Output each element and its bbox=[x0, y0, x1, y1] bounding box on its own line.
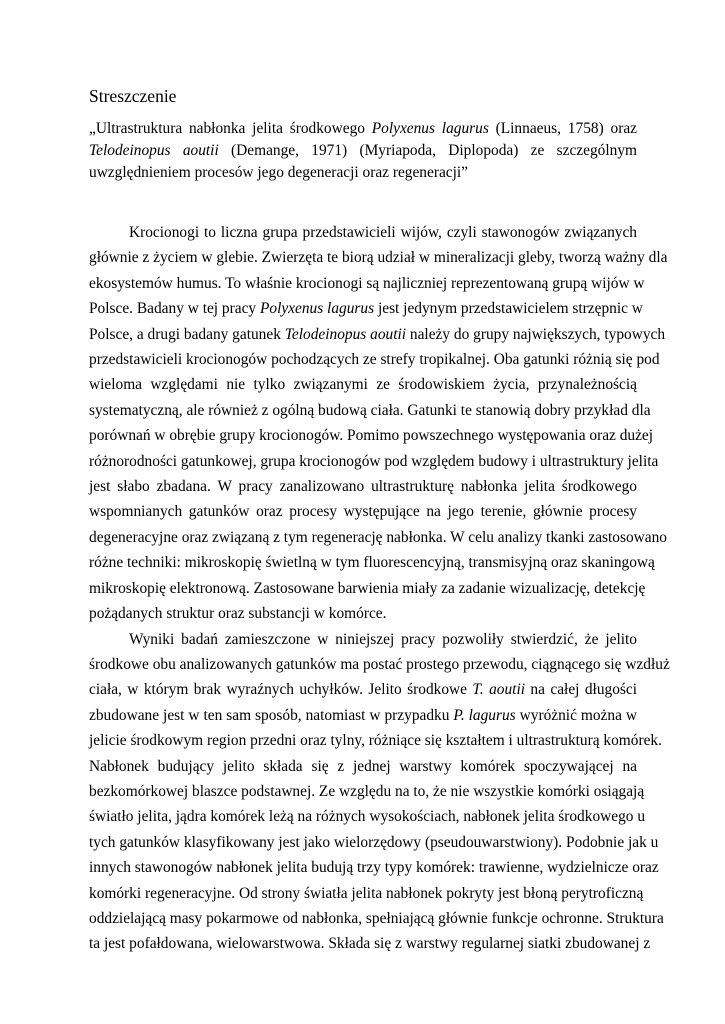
text-run: (Demange, 1971) (Myriapoda, Diplopoda) ze szczególnym bbox=[218, 142, 637, 159]
italic-species-name: P. lagurus bbox=[453, 706, 516, 724]
text-run: bezkomórkowej blaszce podstawnej. Ze względu na to, że nie wszystkie komórki osiągają bbox=[89, 782, 645, 800]
text-run: jest słabo zbadana. W pracy zanalizowano ultrastrukturę nabłonka jelita środkowego bbox=[89, 478, 637, 496]
text-run: „Ultrastruktura nabłonka jelita środkowego bbox=[89, 120, 372, 137]
text-line bbox=[89, 245, 668, 270]
text-run: głównie z życiem w glebie. Zwierzęta te biorą udział w mineralizacji gleby, tworzą ważny dla bbox=[89, 249, 668, 267]
paragraph bbox=[89, 627, 670, 957]
text-line bbox=[89, 881, 644, 906]
title-line bbox=[89, 140, 637, 162]
document-title bbox=[89, 118, 637, 184]
text-run: wyróżnić można w bbox=[515, 706, 637, 724]
text-line bbox=[89, 703, 637, 728]
text-run: Wyniki badań zamieszczone w niniejszej pracy pozwoliły stwierdzić, że jelito bbox=[129, 630, 637, 648]
text-run: wieloma względami nie tylko związanymi ze środowiskiem życia, przynależnością bbox=[89, 376, 637, 394]
text-run: oddzielającą masy pokarmowe od nabłonka, spełniającą głównie funkcje ochronne. Struktura bbox=[89, 909, 664, 927]
italic-species-name: Telodeinopus aoutii bbox=[284, 325, 407, 343]
italic-species-name: T. aoutii bbox=[472, 681, 526, 699]
italic-species-name: Telodeinopus aoutii bbox=[89, 142, 219, 159]
text-line bbox=[89, 474, 637, 499]
text-line bbox=[89, 906, 664, 931]
text-run: tych gatunków klasyfikowany jest jako wielorzędowy (pseudouwarstwiony). Podobnie jak u bbox=[89, 833, 659, 851]
text-line bbox=[89, 601, 637, 626]
text-line bbox=[89, 728, 662, 753]
text-run: wspomnianych gatunków oraz procesy występujące na jego terenie, głównie procesy bbox=[89, 503, 637, 521]
text-run: jest jedynym przedstawicielem strzępnic w bbox=[374, 300, 643, 318]
text-line bbox=[89, 550, 655, 575]
text-run: przedstawicieli krocionogów pochodzących ze strefy tropikalnej. Oba gatunki różnią się pod bbox=[89, 351, 660, 369]
text-line bbox=[89, 220, 637, 245]
text-run: pożądanych struktur oraz substancji w komórce. bbox=[89, 605, 387, 623]
text-run: światło jelita, jądra komórek leżą na różnych wysokościach, nabłonek jelita środkowego u bbox=[89, 808, 646, 826]
text-line bbox=[89, 271, 645, 296]
text-line bbox=[89, 372, 637, 397]
text-run: komórki regeneracyjne. Od strony światła jelita nabłonek pokryty jest błoną perytroficzną bbox=[89, 884, 644, 902]
text-run: należy do grupy największych, typowych bbox=[406, 325, 666, 343]
document-page bbox=[89, 84, 670, 957]
text-run: jelicie środkowym region przedni oraz tylny, różniące się kształtem i ultrastrukturą komórek. bbox=[89, 732, 662, 750]
text-line bbox=[89, 449, 659, 474]
text-run: Polsce, a drugi badany gatunek bbox=[89, 325, 285, 343]
text-run: porównań w obrębie grupy krocionogów. Pomimo powszechnego występowania oraz dużej bbox=[89, 427, 654, 445]
paragraph bbox=[89, 220, 668, 627]
text-line bbox=[89, 652, 670, 677]
title-line bbox=[89, 118, 637, 140]
text-line bbox=[89, 754, 637, 779]
text-line bbox=[89, 347, 660, 372]
text-run: innych stawonogów nabłonek jelita budują trzy typy komórek: trawienne, wydzielnicze oraz bbox=[89, 859, 659, 877]
italic-species-name: Polyxenus lagurus bbox=[259, 300, 375, 318]
text-line bbox=[89, 855, 659, 880]
text-run: środkowe obu analizowanych gatunków ma postać prostego przewodu, ciągnącego się wzdłuż bbox=[89, 655, 670, 673]
text-run: Polsce. Badany w tej pracy bbox=[89, 300, 260, 318]
text-run: mikroskopię elektronową. Zastosowane barwienia miały za zadanie wizualizację, detekcję bbox=[89, 579, 646, 597]
text-line bbox=[89, 423, 654, 448]
document-body bbox=[89, 220, 670, 957]
text-line bbox=[89, 627, 637, 652]
text-run: różne techniki: mikroskopię świetlną w tym fluorescencyjną, transmisyjną oraz skaningową bbox=[89, 554, 655, 572]
italic-species-name: Polyxenus lagurus bbox=[371, 120, 489, 137]
text-run: ekosystemów humus. To właśnie krocionogi są najliczniej reprezentowaną grupą wijów w bbox=[89, 274, 645, 292]
text-run: zbudowane jest w ten sam sposób, natomiast w przypadku bbox=[89, 706, 454, 724]
text-run: Krocionogi to liczna grupa przedstawicieli wijów, czyli stawonogów związanych bbox=[129, 224, 637, 241]
text-run: systematyczną, ale również z ogólną budową ciała. Gatunki te stanowią dobry przykład dla bbox=[89, 401, 651, 419]
text-run: ta jest pofałdowana, wielowarstwowa. Składa się z warstwy regularnej siatki zbudowanej z bbox=[89, 935, 651, 953]
text-line bbox=[89, 804, 646, 829]
text-line bbox=[89, 398, 651, 423]
text-run: różnorodności gatunkowej, grupa krocionogów pod względem budowy i ultrastruktury jelita bbox=[89, 452, 659, 470]
text-run: na całej długości bbox=[525, 681, 637, 699]
text-line bbox=[89, 499, 637, 524]
text-run: degeneracyjne oraz związaną z tym regenerację nabłonka. W celu analizy tkanki zastosowano bbox=[89, 528, 668, 546]
text-line bbox=[89, 830, 659, 855]
text-line bbox=[89, 525, 668, 550]
text-line bbox=[89, 677, 637, 702]
text-run: (Linnaeus, 1758) oraz bbox=[488, 120, 637, 137]
text-line bbox=[89, 931, 651, 956]
text-line bbox=[89, 576, 646, 601]
text-line bbox=[89, 322, 666, 347]
text-line bbox=[89, 779, 645, 804]
title-line bbox=[89, 162, 637, 184]
text-run: Nabłonek budujący jelito składa się z jednej warstwy komórek spoczywającej na bbox=[89, 757, 637, 775]
page-heading: Streszczenie bbox=[89, 86, 177, 106]
text-line bbox=[89, 296, 643, 321]
text-run: uwzględnieniem procesów jego degeneracji oraz regeneracji” bbox=[89, 164, 469, 181]
text-run: ciała, w którym brak wyraźnych uchyłków. Jelito środkowe bbox=[89, 681, 473, 699]
